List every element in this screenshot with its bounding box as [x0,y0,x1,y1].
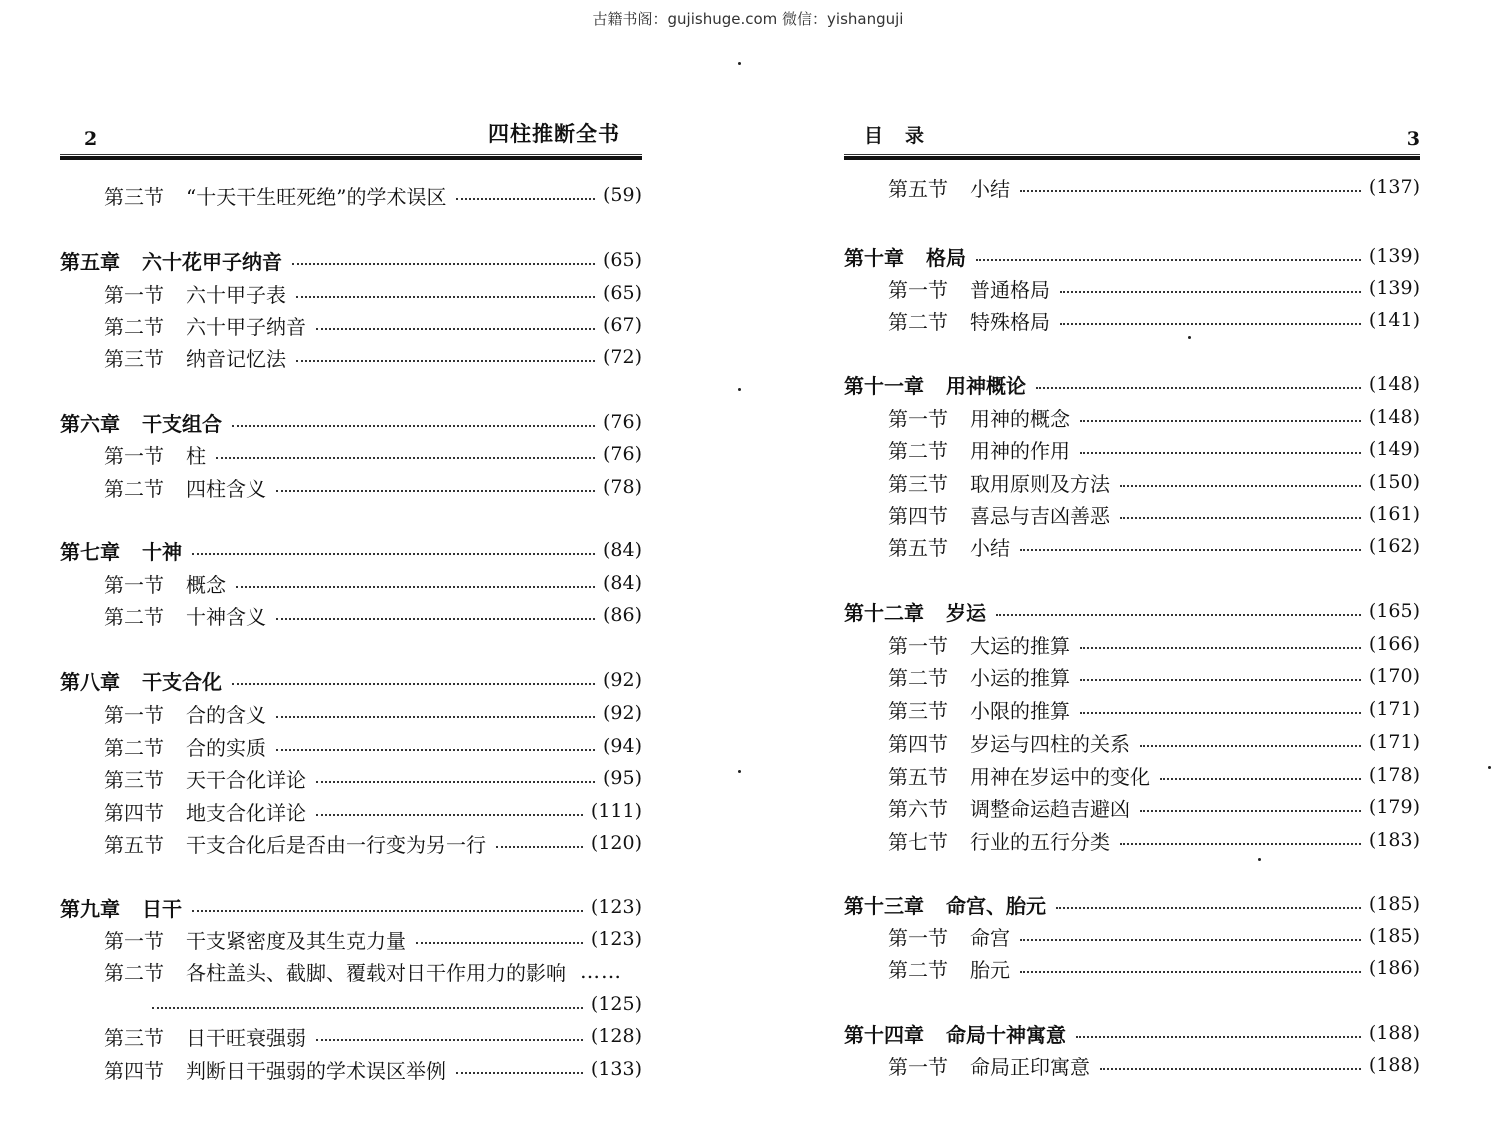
toc-section-entry [844,760,1420,790]
toc-entry-title: 特殊格局 [970,309,1050,334]
toc-page-number: (76) [602,443,642,465]
toc-entry-title: 各柱盖头、截脚、覆载对日干作用力的影响 [186,960,566,985]
scan-speck [738,388,741,391]
toc-leader-dots [1120,843,1361,845]
toc-chapter-entry [844,889,1420,919]
toc-entry-label [104,1022,306,1051]
toc-entry-number: 第二节 [104,314,164,339]
toc-entry-title: 命局十神寓意 [946,1022,1066,1047]
toc-entry-title: 小限的推算 [970,698,1070,723]
toc-entry-number: 第三节 [888,471,948,496]
toc-section-entry [844,825,1420,855]
toc-entry-label [844,1019,1066,1048]
toc-entry-number: 第十章 [844,245,904,270]
right-running-title: 目录 [864,125,947,147]
toc-page-number: (185) [1368,925,1420,947]
toc-entry-label [888,728,1130,757]
toc-page-number: (95) [602,767,642,789]
toc-entry-label [888,532,1010,561]
toc-chapter-entry [60,665,642,695]
toc-section-entry [844,661,1420,691]
toc-entry-number: 第四节 [104,800,164,825]
toc-entry-title: 喜忌与吉凶善恶 [970,503,1110,528]
toc-section-entry [60,731,642,761]
toc-leader-dots [316,781,595,783]
toc-page-number: (183) [1368,829,1420,851]
toc-section-entry [844,434,1420,464]
toc-entry-number: 第四节 [888,503,948,528]
toc-page-number: (178) [1368,764,1420,786]
toc-leader-dots [1080,647,1361,649]
toc-page-number: (65) [602,249,642,271]
toc-entry-label [60,893,182,922]
toc-page-number: (165) [1368,600,1420,622]
toc-leader-dots [1080,712,1361,714]
toc-entry-label [888,922,1010,951]
toc-entry-number: 第三节 [104,346,164,371]
toc-entry-label [888,826,1110,855]
toc-page-number: (186) [1368,957,1420,979]
header-rule-thick [60,156,642,160]
toc-section-entry [60,600,642,630]
toc-section-entry [844,467,1420,497]
toc-page-number: (84) [602,539,642,561]
toc-page-number: (185) [1368,893,1420,915]
toc-section-entry [844,172,1420,202]
toc-section-entry [844,273,1420,303]
scan-speck [1258,858,1261,861]
toc-page-number: (148) [1368,406,1420,428]
toc-entry-number: 第一节 [104,702,164,727]
toc-leader-dots [1160,778,1361,780]
toc-entry-label [60,536,182,565]
toc-entry-title: 小运的推算 [970,665,1070,690]
toc-chapter-entry [844,596,1420,626]
toc-entry-number: 第十四章 [844,1022,924,1047]
toc-entry-label [844,242,966,271]
toc-entry-number: 第三节 [104,767,164,792]
toc-entry-label [888,274,1050,303]
toc-entry-title: 十神 [142,539,182,564]
toc-section-entry [844,629,1420,659]
toc-entry-number: 第九章 [60,896,120,921]
scan-speck [738,62,741,65]
toc-entry-title: 用神概论 [946,373,1026,398]
toc-entry-label [888,173,1010,202]
toc-section-entry [844,727,1420,757]
toc-chapter-entry [844,241,1420,271]
toc-leader-dots [192,910,583,912]
toc-page-number: (139) [1368,277,1420,299]
toc-entry-label [104,1055,446,1084]
toc-page-number: (161) [1368,503,1420,525]
toc-leader-dots [456,1072,583,1074]
toc-entry-label [844,597,986,626]
toc-leader-dots [276,618,595,620]
toc-entry-label [104,797,306,826]
toc-entry-label [104,699,266,728]
toc-entry-title: 格局 [926,245,966,270]
toc-entry-number: 第一节 [104,282,164,307]
toc-page-number: (149) [1368,438,1420,460]
toc-section-entry [844,499,1420,529]
toc-entry-label [104,569,226,598]
toc-leader-dots [1020,939,1361,941]
toc-entry-title: “十天干生旺死绝”的学术误区 [186,184,447,209]
toc-entry-number: 第一节 [888,633,948,658]
toc-entry-number: 第十三章 [844,893,924,918]
toc-entry-label [888,954,1010,983]
toc-section-entry [844,953,1420,983]
toc-entry-number: 第七章 [60,539,120,564]
toc-page-number: (120) [590,832,642,854]
toc-entry-number: 第一节 [888,925,948,950]
toc-leader-dots [1020,971,1361,973]
toc-leader-dots [1020,190,1361,192]
toc-chapter-entry [60,245,642,275]
right-page-header [844,120,1420,152]
toc-page-number: (133) [590,1058,642,1080]
toc-entry-title: 小结 [970,176,1010,201]
toc-page-number: (139) [1368,245,1420,267]
toc-leader-dots [1036,387,1361,389]
toc-entry-number: 第一节 [104,572,164,597]
toc-entry-label [104,279,286,308]
toc-entry-number: 第二节 [888,438,948,463]
toc-section-entry [60,439,642,469]
toc-leader-dots [1060,291,1361,293]
toc-entry-title: 普通格局 [970,277,1050,302]
toc-entry-label [888,500,1110,529]
toc-section-entry [60,310,642,340]
toc-entry-number: 第三节 [888,698,948,723]
toc-entry-number: 第四节 [888,731,948,756]
toc-entry-label [888,793,1130,822]
toc-leader-dots [276,749,595,751]
toc-page-number: (148) [1368,373,1420,395]
toc-leader-dots [1080,452,1361,454]
toc-entry-label [888,306,1050,335]
toc-page-number: (92) [602,702,642,724]
toc-entry-label [104,473,266,502]
toc-entry-title: 纳音记忆法 [186,346,286,371]
toc-entry-title: 命局正印寓意 [970,1054,1090,1079]
toc-chapter-entry [844,369,1420,399]
toc-section-entry [60,763,642,793]
toc-section-entry [844,531,1420,561]
toc-entry-label [888,695,1070,724]
toc-entry-title: 合的含义 [186,702,266,727]
toc-section-entry [844,694,1420,724]
toc-leader-dots [1080,679,1361,681]
toc-leader-dots [1056,907,1361,909]
toc-page-number: (179) [1368,796,1420,818]
left-page-header [60,120,642,152]
toc-entry-number: 第六节 [888,796,948,821]
toc-section-entry [844,792,1420,822]
toc-page-number: (84) [602,572,642,594]
toc-entry-number: 第五节 [104,832,164,857]
toc-entry-title: 岁运 [946,600,986,625]
toc-entry-label [888,662,1070,691]
toc-leader-dots [216,457,595,459]
toc-leader-dots [192,553,595,555]
toc-entry-number: 第二节 [888,309,948,334]
toc-entry-number: 第三节 [104,1025,164,1050]
toc-entry-number: 第一节 [888,406,948,431]
toc-leader-dots [1080,420,1361,422]
toc-section-entry [60,278,642,308]
toc-chapter-entry [60,892,642,922]
toc-leader-dots [496,846,583,848]
toc-entry-title: 日干旺衰强弱 [186,1025,306,1050]
toc-page-number: (150) [1368,471,1420,493]
toc-leader-dots [296,296,595,298]
toc-entry-title: 胎元 [970,957,1010,982]
toc-entry-number: 第八章 [60,669,120,694]
toc-leader-dots [316,328,595,330]
toc-entry-label [104,601,266,630]
toc-entry-label [844,370,1026,399]
toc-section-entry [60,342,642,372]
toc-leader-dots [152,1007,583,1009]
toc-entry-title: 日干 [142,896,182,921]
toc-page-number: (123) [590,928,642,950]
toc-section-entry [60,924,642,954]
toc-entry-label [60,666,222,695]
toc-entry-title: 取用原则及方法 [970,471,1110,496]
toc-entry-number: 第六章 [60,411,120,436]
toc-section-entry [60,1021,642,1051]
header-rule-thin [60,154,642,155]
toc-entry-trail-dots: …… [580,959,622,983]
left-page-number: 2 [84,128,98,150]
toc-page-number: (67) [602,314,642,336]
toc-section-entry [60,472,642,502]
toc-entry-number: 第五章 [60,249,120,274]
toc-entry-title: 概念 [186,572,226,597]
toc-page-number: (123) [590,896,642,918]
toc-page-number: (125) [590,993,642,1015]
toc-page-number: (170) [1368,665,1420,687]
toc-entry-title: 调整命运趋吉避凶 [970,796,1130,821]
toc-entry-number: 第二节 [888,957,948,982]
toc-leader-dots [316,1039,583,1041]
toc-section-entry [844,305,1420,335]
toc-leader-dots [292,263,595,265]
toc-leader-dots [276,716,595,718]
right-page-number: 3 [1406,128,1420,150]
watermark-text: 古籍书阁：gujishuge.com 微信：yishanguji [592,10,904,28]
toc-leader-dots [316,814,583,816]
toc-section-entry [60,568,642,598]
toc-entry-label [60,408,222,437]
toc-entry-number: 第三节 [104,184,164,209]
toc-entry-number: 第一节 [888,1054,948,1079]
toc-entry-title: 行业的五行分类 [970,829,1110,854]
toc-section-entry [60,698,642,728]
toc-entry-label [104,343,286,372]
toc-page-number: (92) [602,669,642,691]
toc-entry-number: 第四节 [104,1058,164,1083]
toc-entry-label [104,957,566,986]
toc-leader-dots [996,614,1361,616]
toc-leader-dots [1076,1036,1361,1038]
toc-entry-number: 第二节 [104,476,164,501]
toc-page-number: (137) [1368,176,1420,198]
toc-page-number: (86) [602,604,642,626]
toc-section-entry [60,180,642,210]
toc-section-entry [60,1054,642,1084]
toc-leader-dots [1140,810,1361,812]
toc-entry-title: 合的实质 [186,735,266,760]
toc-page-number: (111) [590,800,642,822]
toc-entry-label [104,440,206,469]
toc-entry-number: 第五节 [888,764,948,789]
toc-leader-dots [416,942,583,944]
toc-page-number: (128) [590,1025,642,1047]
left-page [60,0,642,1148]
header-rule-thick [844,156,1420,160]
toc-entry-label [888,403,1070,432]
toc-entry-title: 小结 [970,535,1010,560]
toc-leader-dots [296,360,595,362]
toc-leader-dots [1120,485,1361,487]
toc-page-number: (76) [602,411,642,433]
toc-entry-label [104,311,306,340]
toc-entry-title: 地支合化详论 [186,800,306,825]
scan-speck [1488,766,1491,769]
toc-entry-title: 十神含义 [186,604,266,629]
toc-entry-title: 岁运与四柱的关系 [970,731,1130,756]
toc-entry-number: 第二节 [104,604,164,629]
toc-section-entry [844,402,1420,432]
toc-leader-dots [276,490,595,492]
toc-entry-label [104,925,406,954]
toc-entry-label [888,1051,1090,1080]
toc-entry-label [104,764,306,793]
toc-leader-dots [1140,745,1361,747]
toc-section-entry [60,796,642,826]
toc-entry-title: 用神在岁运中的变化 [970,764,1150,789]
toc-entry-label [104,829,486,858]
toc-leader-dots [456,198,595,200]
toc-entry-title: 六十甲子表 [186,282,286,307]
toc-entry-number: 第一节 [104,928,164,953]
toc-page-number: (166) [1368,633,1420,655]
toc-entry-number: 第一节 [104,443,164,468]
toc-leader-dots [1020,549,1361,551]
right-page [844,0,1420,1148]
toc-entry-label [844,890,1046,919]
toc-page-number: (59) [602,184,642,206]
toc-entry-label [888,435,1070,464]
toc-entry-title: 命宫、胎元 [946,893,1046,918]
toc-page-number: (171) [1368,731,1420,753]
left-running-title: 四柱推断全书 [488,121,620,146]
toc-entry-title: 天干合化详论 [186,767,306,792]
toc-page-number: (94) [602,735,642,757]
toc-leader-dots [232,425,595,427]
toc-entry-title: 用神的作用 [970,438,1070,463]
toc-entry-number: 第二节 [104,735,164,760]
toc-section-entry [60,828,642,858]
toc-section-entry [60,956,642,986]
toc-entry-label [888,761,1150,790]
toc-entry-number: 第五节 [888,176,948,201]
toc-page-number: (72) [602,346,642,368]
toc-entry-title: 六十甲子纳音 [186,314,306,339]
toc-entry-number: 第二节 [104,960,164,985]
toc-entry-number: 第五节 [888,535,948,560]
toc-page-number: (188) [1368,1022,1420,1044]
toc-section-entry [60,989,642,1019]
toc-entry-number: 第二节 [888,665,948,690]
toc-entry-number: 第十一章 [844,373,924,398]
toc-entry-label [888,630,1070,659]
toc-leader-dots [1100,1068,1361,1070]
toc-entry-label [104,732,266,761]
scan-speck [1188,336,1191,339]
header-rule-thin [844,154,1420,155]
toc-entry-number: 第一节 [888,277,948,302]
toc-section-entry [844,1050,1420,1080]
toc-chapter-entry [844,1018,1420,1048]
toc-entry-title: 判断日干强弱的学术误区举例 [186,1058,446,1083]
toc-page-number: (171) [1368,698,1420,720]
toc-entry-title: 干支合化后是否由一行变为另一行 [186,832,486,857]
toc-leader-dots [232,683,595,685]
toc-leader-dots [236,586,595,588]
toc-entry-title: 干支紧密度及其生克力量 [186,928,406,953]
toc-entry-number: 第十二章 [844,600,924,625]
toc-leader-dots [976,259,1361,261]
toc-page-number: (65) [602,282,642,304]
toc-entry-label [60,246,282,275]
toc-chapter-entry [60,407,642,437]
toc-page-number: (188) [1368,1054,1420,1076]
toc-leader-dots [1060,323,1361,325]
toc-entry-title: 命宫 [970,925,1010,950]
toc-section-entry [844,921,1420,951]
toc-page-number: (141) [1368,309,1420,331]
toc-entry-label [888,468,1110,497]
toc-entry-title: 干支组合 [142,411,222,436]
toc-leader-dots [1120,517,1361,519]
toc-entry-title: 大运的推算 [970,633,1070,658]
toc-page-number: (78) [602,476,642,498]
toc-entry-title: 柱 [186,443,206,468]
toc-chapter-entry [60,535,642,565]
toc-entry-title: 干支合化 [142,669,222,694]
toc-entry-title: 用神的概念 [970,406,1070,431]
scan-speck [738,770,741,773]
toc-entry-title: 四柱含义 [186,476,266,501]
toc-entry-title: 六十花甲子纳音 [142,249,282,274]
toc-entry-label [104,181,446,210]
toc-entry-number: 第七节 [888,829,948,854]
toc-page-number: (162) [1368,535,1420,557]
